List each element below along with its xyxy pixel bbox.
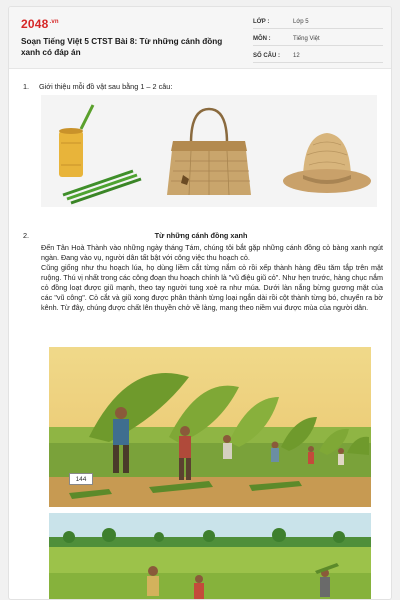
meta-row-question-count [253,49,383,63]
straw-hat-icon [283,133,371,193]
objects-illustration [41,95,377,207]
document-page [8,6,392,600]
field-illustration [49,513,371,600]
objects-image [41,95,377,207]
green-field-scene [49,513,371,600]
meta-label: MÔN : [253,36,271,42]
question-text: Giới thiệu mỗi đồ vật sau bằng 1 – 2 câu: [39,82,173,91]
question-number: 2. [23,231,30,240]
story-title: Từ những cánh đồng xanh [154,231,248,240]
meta-label: LỚP : [253,19,270,25]
meta-value: Tiếng Việt [293,36,320,42]
logo-suffix: .vn [49,19,59,25]
woven-bag-icon [167,109,251,195]
meta-panel [253,15,383,66]
meta-value: Lớp 5 [293,19,309,25]
harvest-illustration [49,347,371,507]
story-paragraph: Đến Tân Hoà Thành vào những ngày tháng Tám, chúng tôi bắt gặp những cánh đồng cỏ bàng xanh ngút ngàn. Đang vào vụ, người dân tất bật với công việc thu hoạch cỏ. [41,243,383,262]
story-paragraph: Cũng giống như thu hoạch lúa, họ dùng liềm cắt từng nắm cỏ rồi xếp thành hàng đều tăm tắp trên mặt ruộng. Thú vị nhất trong các công đoạn thu hoạch chính là "vũ điệu giũ cỏ". Như hẹn trước, hàng chục nắm cỏ đồng loạt được giũ mạnh, theo tay người tung xoè ra như múa. Dưới làn nắng bừng gương mặt của các "vũ công". Cỏ cắt và giũ xong được phân thành từng loại ngắn dài rồi cột thành từng bó, chuyển ra bờ kênh. Từ đây, chúng được chất lên thuyền chở về làng, mang theo niềm vui được mùa của người dân. [41,263,383,312]
page-title: Soạn Tiếng Việt 5 CTST Bài 8: Từ những cánh đồng xanh có đáp án [21,37,223,57]
question-number: 1. [23,82,30,91]
site-logo[interactable] [21,17,59,31]
logo-text: 2048 [21,17,49,31]
meta-row-grade [253,15,383,29]
meta-row-subject [253,32,383,46]
meta-value: 12 [293,53,300,59]
bamboo-cup-icon [59,105,141,203]
document-header [9,7,392,69]
grass-shaking-scene [49,347,371,507]
meta-label: SỐ CÂU : [253,53,280,59]
page-number-badge: 144 [69,473,93,485]
